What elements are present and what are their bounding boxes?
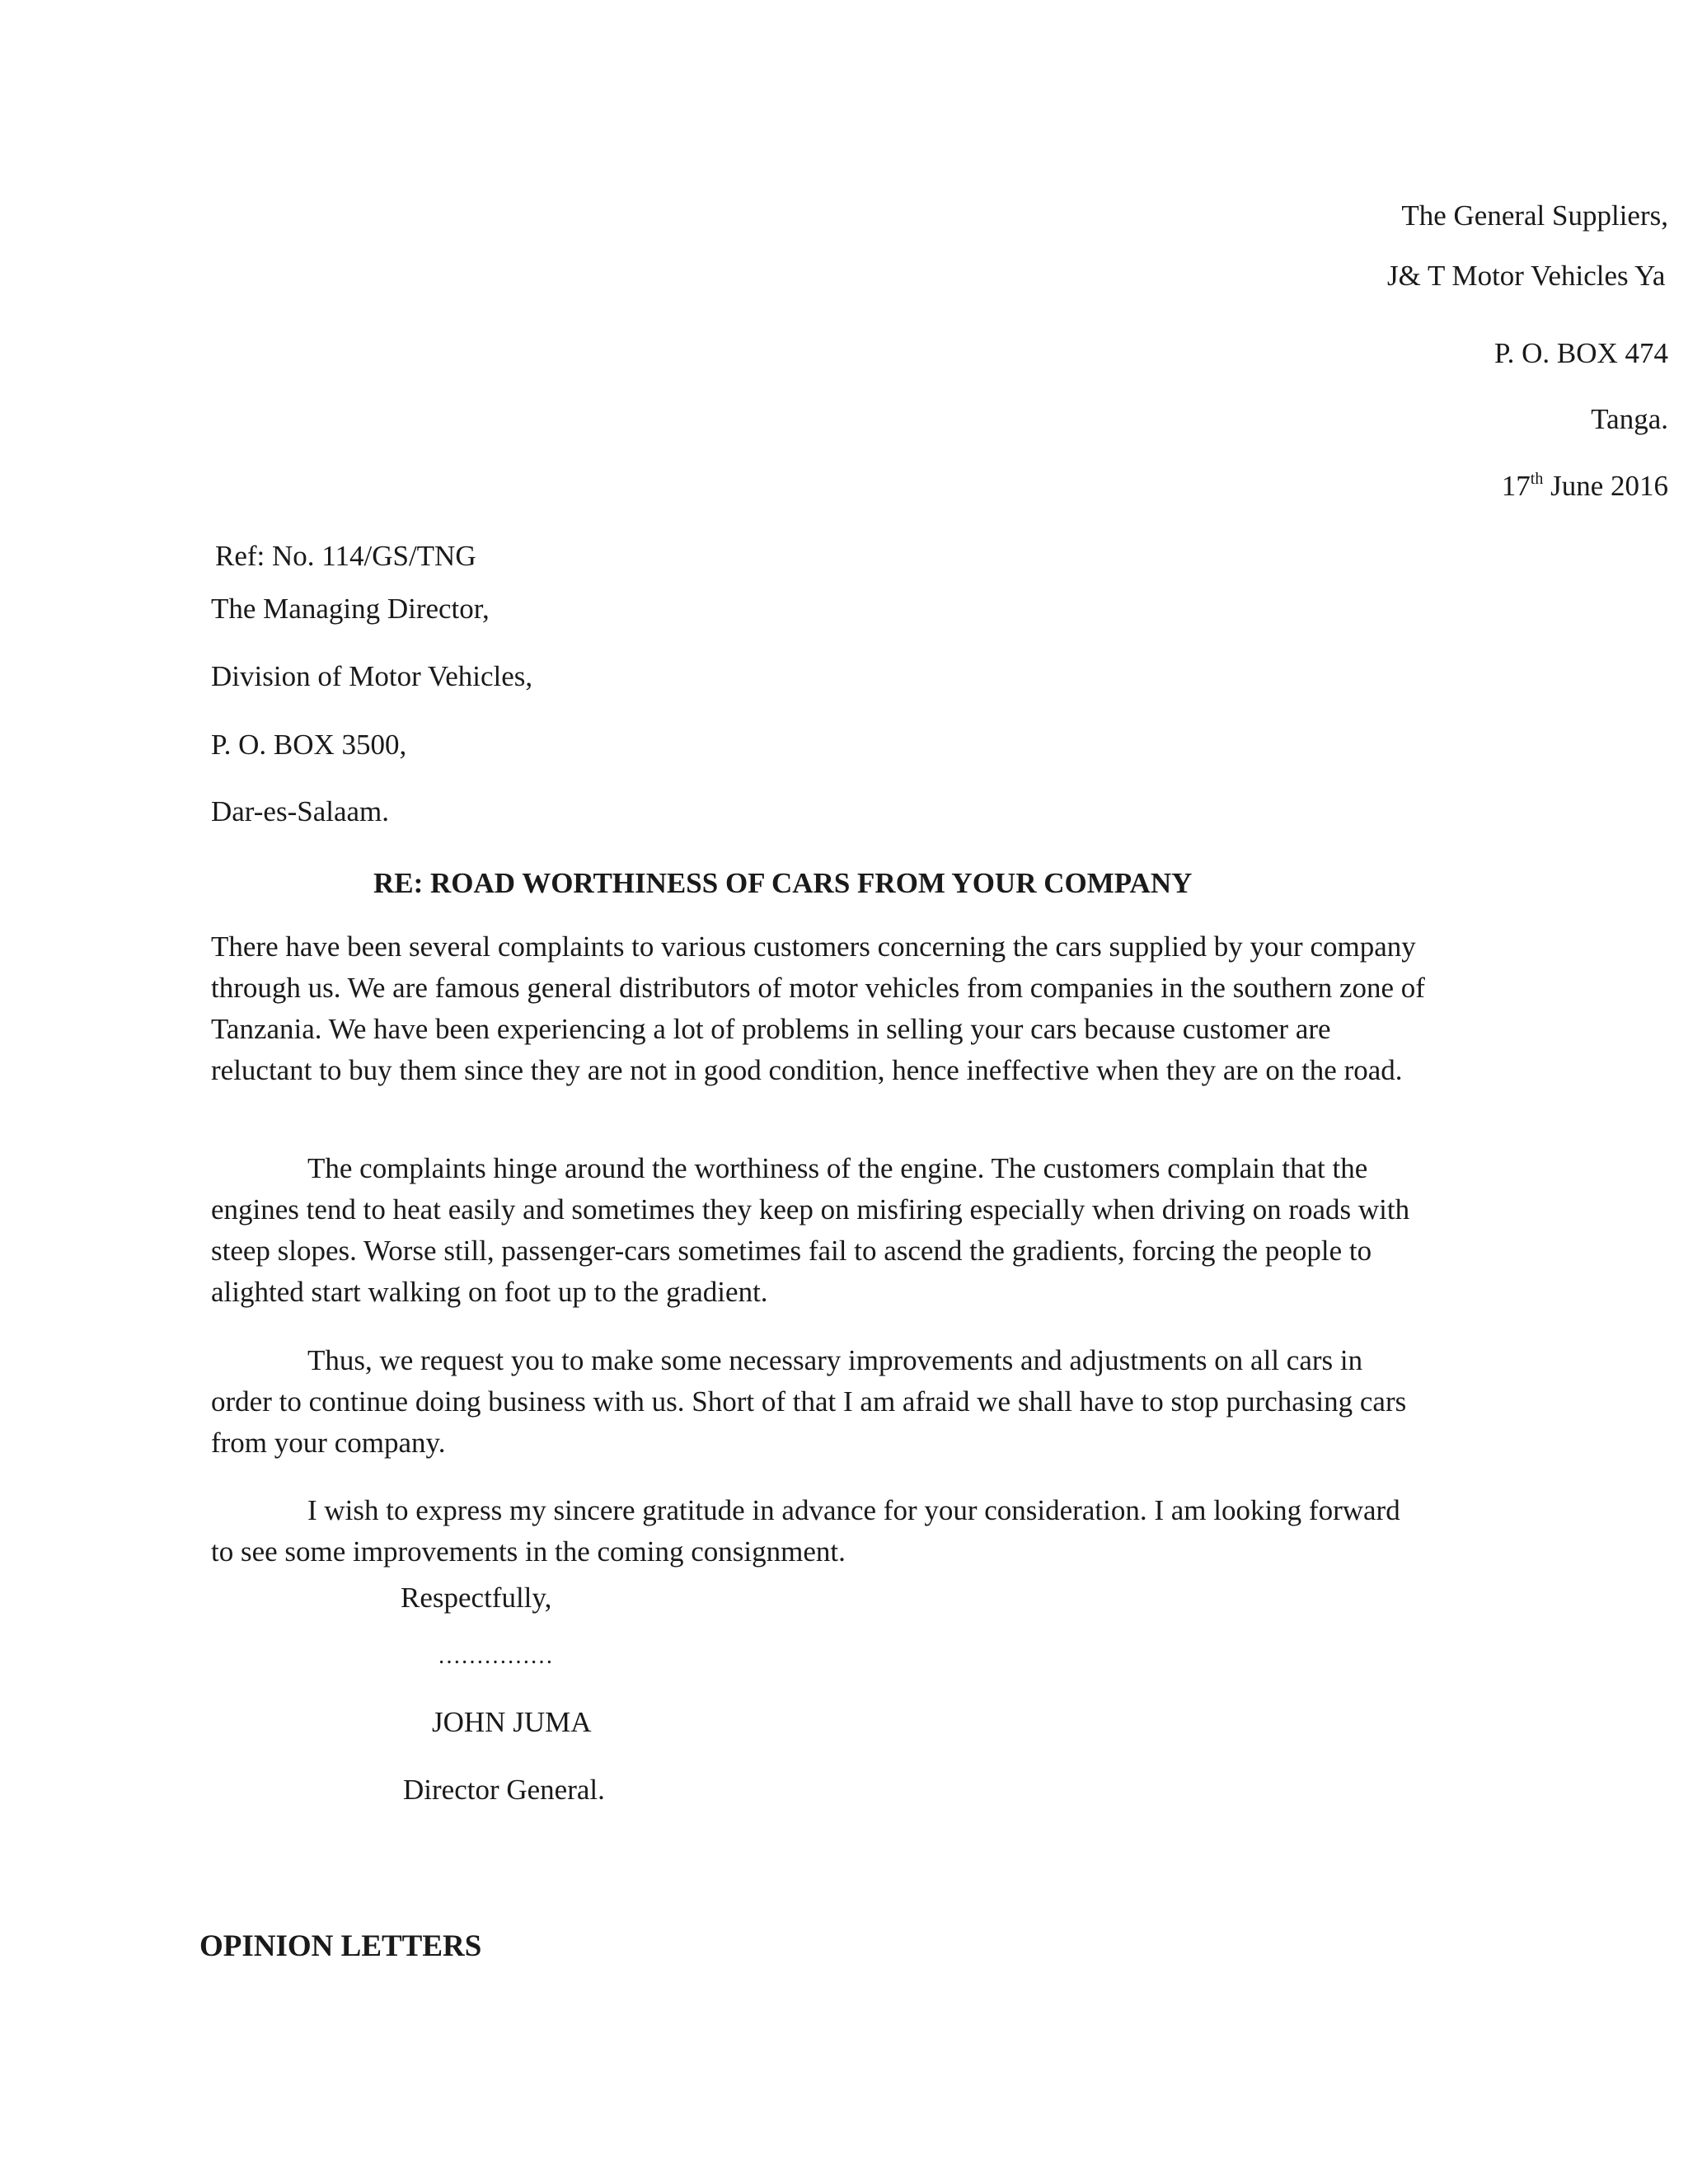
closing-salutation: Respectfully,: [401, 1582, 552, 1614]
signatory-name: JOHN JUMA: [432, 1706, 592, 1738]
section-heading: OPINION LETTERS: [199, 1929, 482, 1963]
recipient-po-box-line: P. O. BOX 3500,: [211, 729, 407, 761]
body-paragraph-3: Thus, we request you to make some necessary improvements and adjustments on all cars in order to continue doing business with us. Short of that I am afraid we shall have to stop purchasing cars from your company.: [211, 1344, 1407, 1459]
sender-company-line: The General Suppliers,: [1401, 199, 1668, 232]
sender-yard-line: J& T Motor Vehicles Ya: [1387, 260, 1666, 292]
letter-date: [1502, 471, 1668, 500]
body-paragraph-4: I wish to express my sincere gratitude in advance for your consideration. I am looking forward to see some improvements in the coming consignment.: [211, 1494, 1400, 1568]
recipient-city-line: Dar-es-Salaam.: [211, 795, 389, 827]
subject-heading: RE: ROAD WORTHINESS OF CARS FROM YOUR COMPANY: [373, 867, 1193, 899]
body-paragraph-2: The complaints hinge around the worthiness of the engine. The customers complain that the engines tend to heat easily and sometimes they keep on misfiring especially when driving on roads with steep slopes. Worse still, passenger-cars sometimes fail to ascend the gradients, forcing the people to alighted start walking on foot up to the gradient.: [211, 1152, 1410, 1308]
sender-po-box-line: P. O. BOX 474: [1493, 337, 1668, 369]
body-paragraph-1: There have been several complaints to various customers concerning the cars supplied by your company through us. We are famous general distributors of motor vehicles from companies in the southern zone of Tanzania. We have been experiencing a lot of problems in selling your cars because customer are reluctant to buy them since they are not in good condition, hence ineffective when they are on the road.: [211, 930, 1425, 1086]
reference-number: Ref: No. 114/GS/TNG: [215, 540, 476, 572]
date-ordinal-suffix: th: [1530, 470, 1544, 488]
signatory-title: Director General.: [403, 1774, 605, 1806]
recipient-title-line: The Managing Director,: [211, 593, 490, 625]
recipient-division-line: Division of Motor Vehicles,: [211, 660, 533, 692]
date-day: 17: [1501, 470, 1531, 502]
date-month-year: June 2016: [1543, 470, 1668, 502]
sender-town-line: Tanga.: [1591, 403, 1668, 435]
signature-line: ……………: [438, 1643, 553, 1669]
